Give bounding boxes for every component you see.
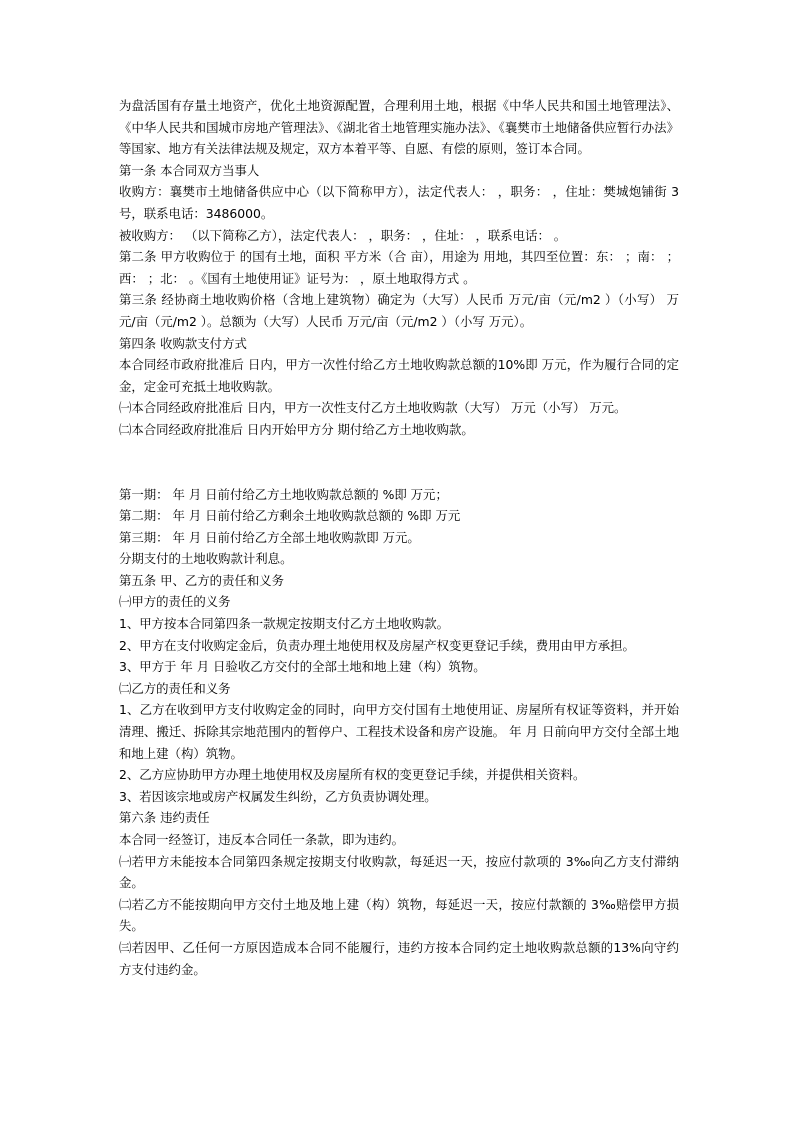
installment-2: 第二期： 年 月 日前付给乙方剩余土地收购款总额的 %即 万元: [119, 508, 461, 524]
article-6-heading: 第六条 违约责任: [119, 810, 210, 826]
breach-party-a: ㈠若甲方未能按本合同第四条规定按期支付收购款，每延迟一天，按应付款项的 3‰向乙方支付滞纳金。: [119, 853, 679, 891]
article-2-land: 第二条 甲方收购位于 的国有土地，面积 平方米（合 亩），用途为 用地，其四至位置：东： ；南： ；西： ；北： 。《国有土地使用证》证号为： ，原土地取得方式 。: [119, 249, 679, 286]
purchaser-info: 收购方：襄樊市土地储备供应中心（以下简称甲方），法定代表人： ，职务： ，住址：樊城炮铺街 3 号，联系电话：3486000。: [119, 184, 679, 221]
party-a-duty-1: 1、甲方按本合同第四条一款规定按期支付乙方土地收购款。: [119, 616, 450, 632]
installment-3: 第三期： 年 月 日前付给乙方全部土地收购款即 万元。: [119, 529, 420, 545]
breach-penalty: ㈢若因甲、乙任何一方原因造成本合同不能履行，违约方按本合同约定土地收购款总额的13%向守约方支付违约金。: [119, 939, 679, 977]
interest-note: 分期支付的土地收购款计利息。: [119, 551, 293, 567]
party-a-duty-2: 2、甲方在支付收购定金后，负责办理土地使用权及房屋产权变更登记手续，费用由甲方承担。: [119, 637, 635, 653]
preamble-paragraph: 为盘活国有存量土地资产，优化土地资源配置，合理利用土地，根据《中华人民共和国土地管理法》、《中华人民共和国城市房地产管理法》、《湖北省土地管理实施办法》、《襄樊市土地储备供应暂行办法》等国家、地方有关法律法规及规定，双方本着平等、自愿、有偿的原则，签订本合同。: [119, 98, 679, 157]
installment-1: 第一期： 年 月 日前付给乙方土地收购款总额的 %即 万元；: [119, 486, 448, 502]
party-a-duty-3: 3、甲方于 年 月 日验收乙方交付的全部土地和地上建（构）筑物。: [119, 659, 486, 675]
party-b-duty-2: 2、乙方应协助甲方办理土地使用权及房屋所有权的变更登记手续，并提供相关资料。: [119, 767, 586, 783]
article-1-heading: 第一条 本合同双方当事人: [119, 162, 260, 178]
party-b-duties-heading: ㈡乙方的责任和义务: [119, 680, 231, 696]
article-3-price: 第三条 经协商土地收购价格（含地上建筑物）确定为（大写）人民币 万元/亩（元/m2 ）（小写） 万元/亩（元/m2 ）。总额为（大写）人民币 万元/亩（元/m2 ）（小写 万元）。: [119, 292, 679, 329]
breach-definition: 本合同一经签订，违反本合同任一条款，即为违约。: [119, 832, 404, 847]
breach-party-b: ㈡若乙方不能按期向甲方交付土地及地上建（构）筑物，每延迟一天，按应付款额的 3‰赔偿甲方损失。: [119, 896, 679, 934]
party-b-duty-3: 3、若因该宗地或房产权属发生纠纷，乙方负责协调处理。: [119, 788, 437, 804]
blank-gap: [119, 441, 679, 484]
deposit-clause: 本合同经市政府批准后 日内，甲方一次性付给乙方土地收购款总额的10%即 万元，作为履行合同的定金，定金可充抵土地收购款。: [119, 357, 679, 394]
installment-clause: ㈡本合同经政府批准后 日内开始甲方分 期付给乙方土地收购款。: [119, 421, 474, 437]
lump-sum-clause: ㈠本合同经政府批准后 日内，甲方一次性支付乙方土地收购款（大写） 万元（小写） 万元。: [119, 400, 627, 416]
contract-body: [119, 95, 679, 980]
party-b-duty-1: 1、乙方在收到甲方支付收购定金的同时，向甲方交付国有土地使用证、房屋所有权证等资料，并开始清理、搬迁、拆除其宗地范围内的暂停户、工程技术设备和房产设施。 年 月 日前向甲方交付全部土地和地上建（构）筑物。: [119, 702, 679, 761]
party-a-duties-heading: ㈠甲方的责任的义务: [119, 594, 231, 610]
article-5-heading: 第五条 甲、乙方的责任和义务: [119, 572, 285, 588]
seller-info: 被收购方： （以下简称乙方），法定代表人： ，职务： ，住址： ，联系电话： 。: [119, 227, 567, 243]
article-4-heading: 第四条 收购款支付方式: [119, 335, 247, 351]
